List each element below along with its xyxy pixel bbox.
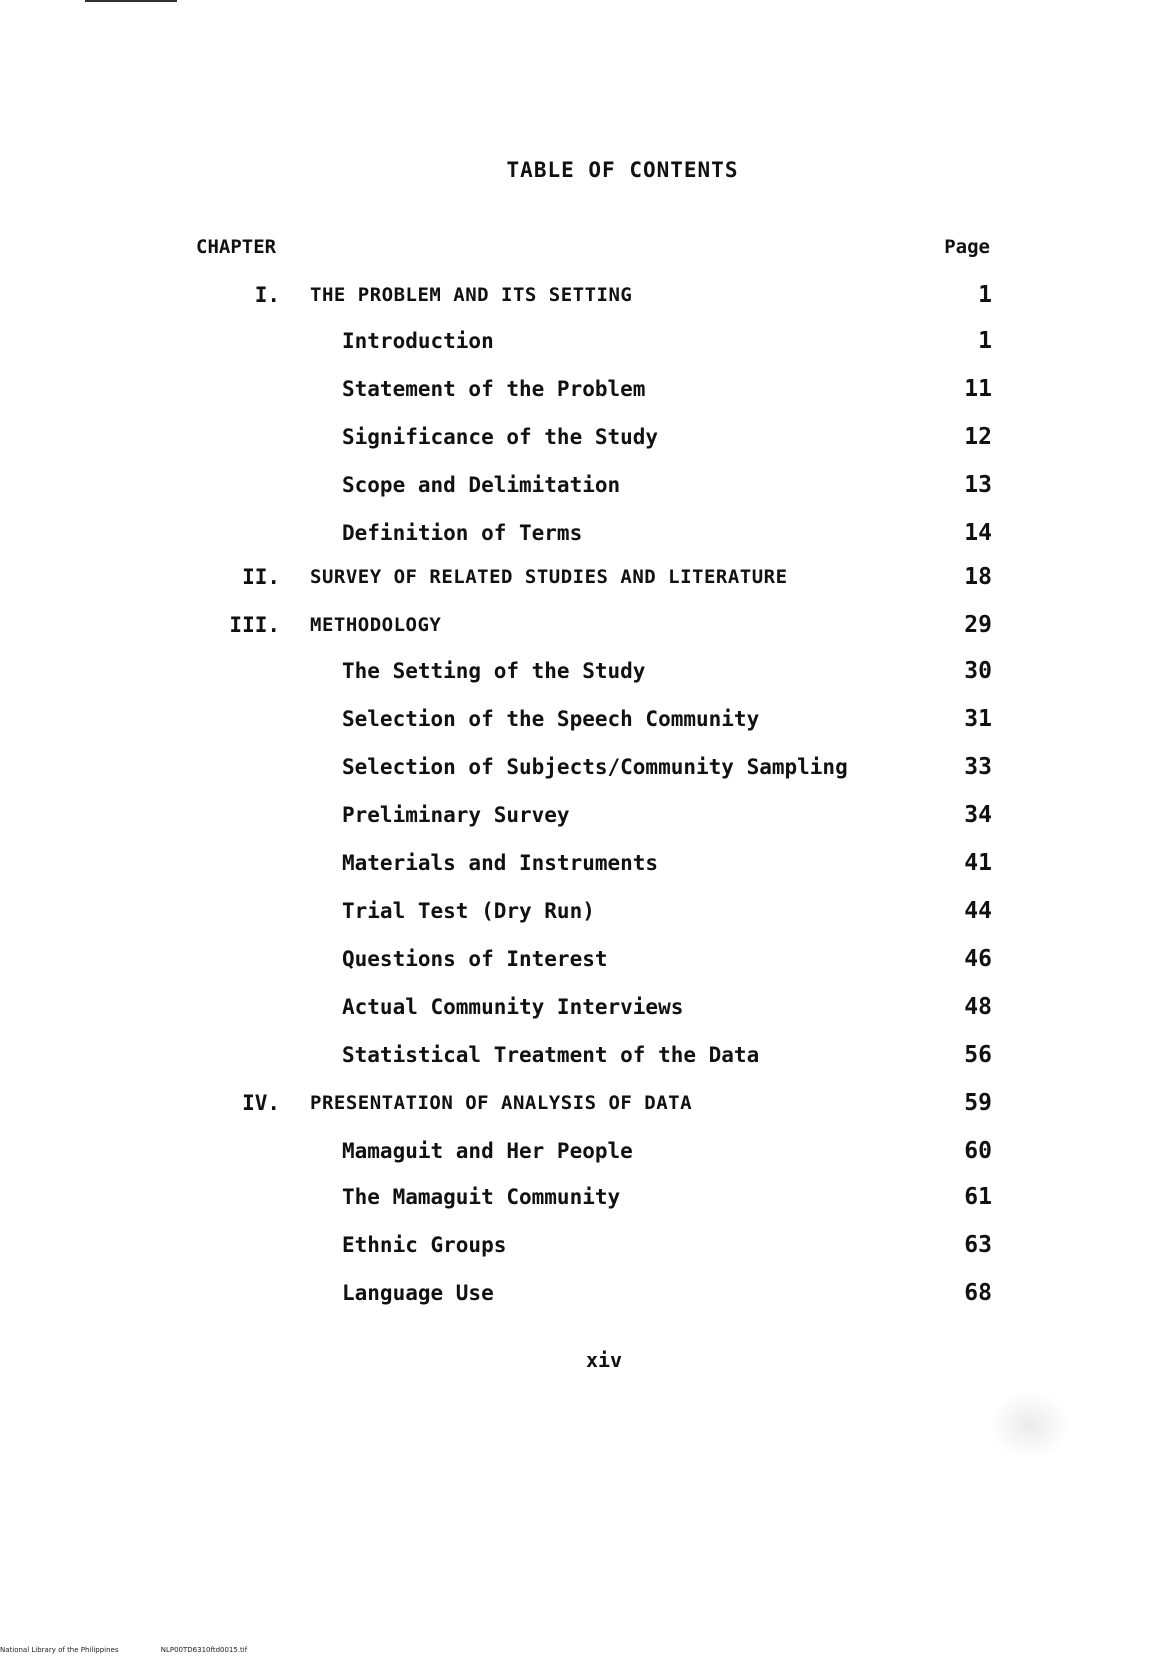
entry-page: 46 — [964, 946, 992, 972]
entry-page: 11 — [964, 376, 992, 402]
entry-title: Actual Community Interviews — [342, 995, 684, 1019]
toc-entry — [190, 518, 1000, 548]
entry-page: 31 — [964, 706, 992, 732]
entry-title: Significance of the Study — [342, 425, 659, 449]
toc-entry — [190, 896, 1000, 926]
entry-title: Ethnic Groups — [342, 1233, 507, 1257]
entry-title: Scope and Delimitation — [342, 473, 621, 497]
toc-entry — [190, 1230, 1000, 1260]
entry-title: Questions of Interest — [342, 947, 608, 971]
chapter-number: IV. — [242, 1091, 280, 1115]
toc-entry — [190, 470, 1000, 500]
entry-page: 48 — [964, 994, 992, 1020]
toc-entry — [190, 1278, 1000, 1308]
entry-page: 63 — [964, 1232, 992, 1258]
toc-entry — [190, 656, 1000, 686]
entry-title: Preliminary Survey — [342, 803, 570, 827]
entry-title: PRESENTATION OF ANALYSIS OF DATA — [310, 1092, 693, 1114]
toc-entry — [190, 562, 1000, 592]
toc-entry — [190, 1136, 1000, 1166]
entry-title: The Mamaguit Community — [342, 1185, 621, 1209]
entry-page: 41 — [964, 850, 992, 876]
toc-entry — [190, 280, 1000, 310]
entry-title: Statement of the Problem — [342, 377, 646, 401]
page-column-heading: Page — [944, 236, 990, 258]
toc-entry — [190, 374, 1000, 404]
toc-entry — [190, 992, 1000, 1022]
entry-page: 33 — [964, 754, 992, 780]
toc-entry — [190, 704, 1000, 734]
entry-page: 34 — [964, 802, 992, 828]
entry-page: 18 — [964, 564, 992, 590]
toc-entry — [190, 1088, 1000, 1118]
toc-entry — [190, 848, 1000, 878]
entry-title: METHODOLOGY — [310, 614, 442, 636]
entry-title: Selection of the Speech Community — [342, 707, 760, 731]
scan-footer — [0, 1646, 247, 1654]
chapter-number: III. — [229, 613, 280, 637]
toc-entry — [190, 800, 1000, 830]
toc-entry — [190, 1040, 1000, 1070]
entry-page: 61 — [964, 1184, 992, 1210]
toc-entry — [190, 422, 1000, 452]
toc-entry — [190, 326, 1000, 356]
page-title: TABLE OF CONTENTS — [506, 158, 739, 182]
entry-title: Materials and Instruments — [342, 851, 659, 875]
entry-title: Introduction — [342, 329, 494, 353]
toc-entry — [190, 610, 1000, 640]
toc-entry — [190, 944, 1000, 974]
entry-page: 1 — [978, 328, 992, 354]
entry-page: 56 — [964, 1042, 992, 1068]
entry-page: 1 — [978, 282, 992, 308]
scan-smudge — [990, 1390, 1070, 1460]
entry-title: Definition of Terms — [342, 521, 583, 545]
top-rule — [85, 0, 177, 2]
page-number: xiv — [585, 1348, 623, 1372]
footer-filename: NLP00TD6310ftd0015.tif — [160, 1646, 248, 1654]
chapter-number: I. — [254, 283, 280, 307]
entry-title: Statistical Treatment of the Data — [342, 1043, 760, 1067]
entry-title: SURVEY OF RELATED STUDIES AND LITERATURE — [310, 566, 788, 588]
entry-page: 30 — [964, 658, 992, 684]
entry-page: 60 — [964, 1138, 992, 1164]
footer-library: National Library of the Philippines — [0, 1646, 119, 1654]
toc-entry — [190, 752, 1000, 782]
entry-title: Selection of Subjects/Community Sampling — [342, 755, 848, 779]
entry-title: Mamaguit and Her People — [342, 1139, 633, 1163]
entry-page: 29 — [964, 612, 992, 638]
entry-title: The Setting of the Study — [342, 659, 646, 683]
entry-title: Language Use — [342, 1281, 494, 1305]
chapter-number: II. — [242, 565, 280, 589]
entry-title: Trial Test (Dry Run) — [342, 899, 595, 923]
entry-page: 59 — [964, 1090, 992, 1116]
entry-page: 12 — [964, 424, 992, 450]
entry-title: THE PROBLEM AND ITS SETTING — [310, 284, 633, 306]
toc-entry — [190, 1182, 1000, 1212]
entry-page: 13 — [964, 472, 992, 498]
entry-page: 44 — [964, 898, 992, 924]
chapter-column-heading: CHAPTER — [196, 236, 277, 258]
entry-page: 14 — [964, 520, 992, 546]
entry-page: 68 — [964, 1280, 992, 1306]
